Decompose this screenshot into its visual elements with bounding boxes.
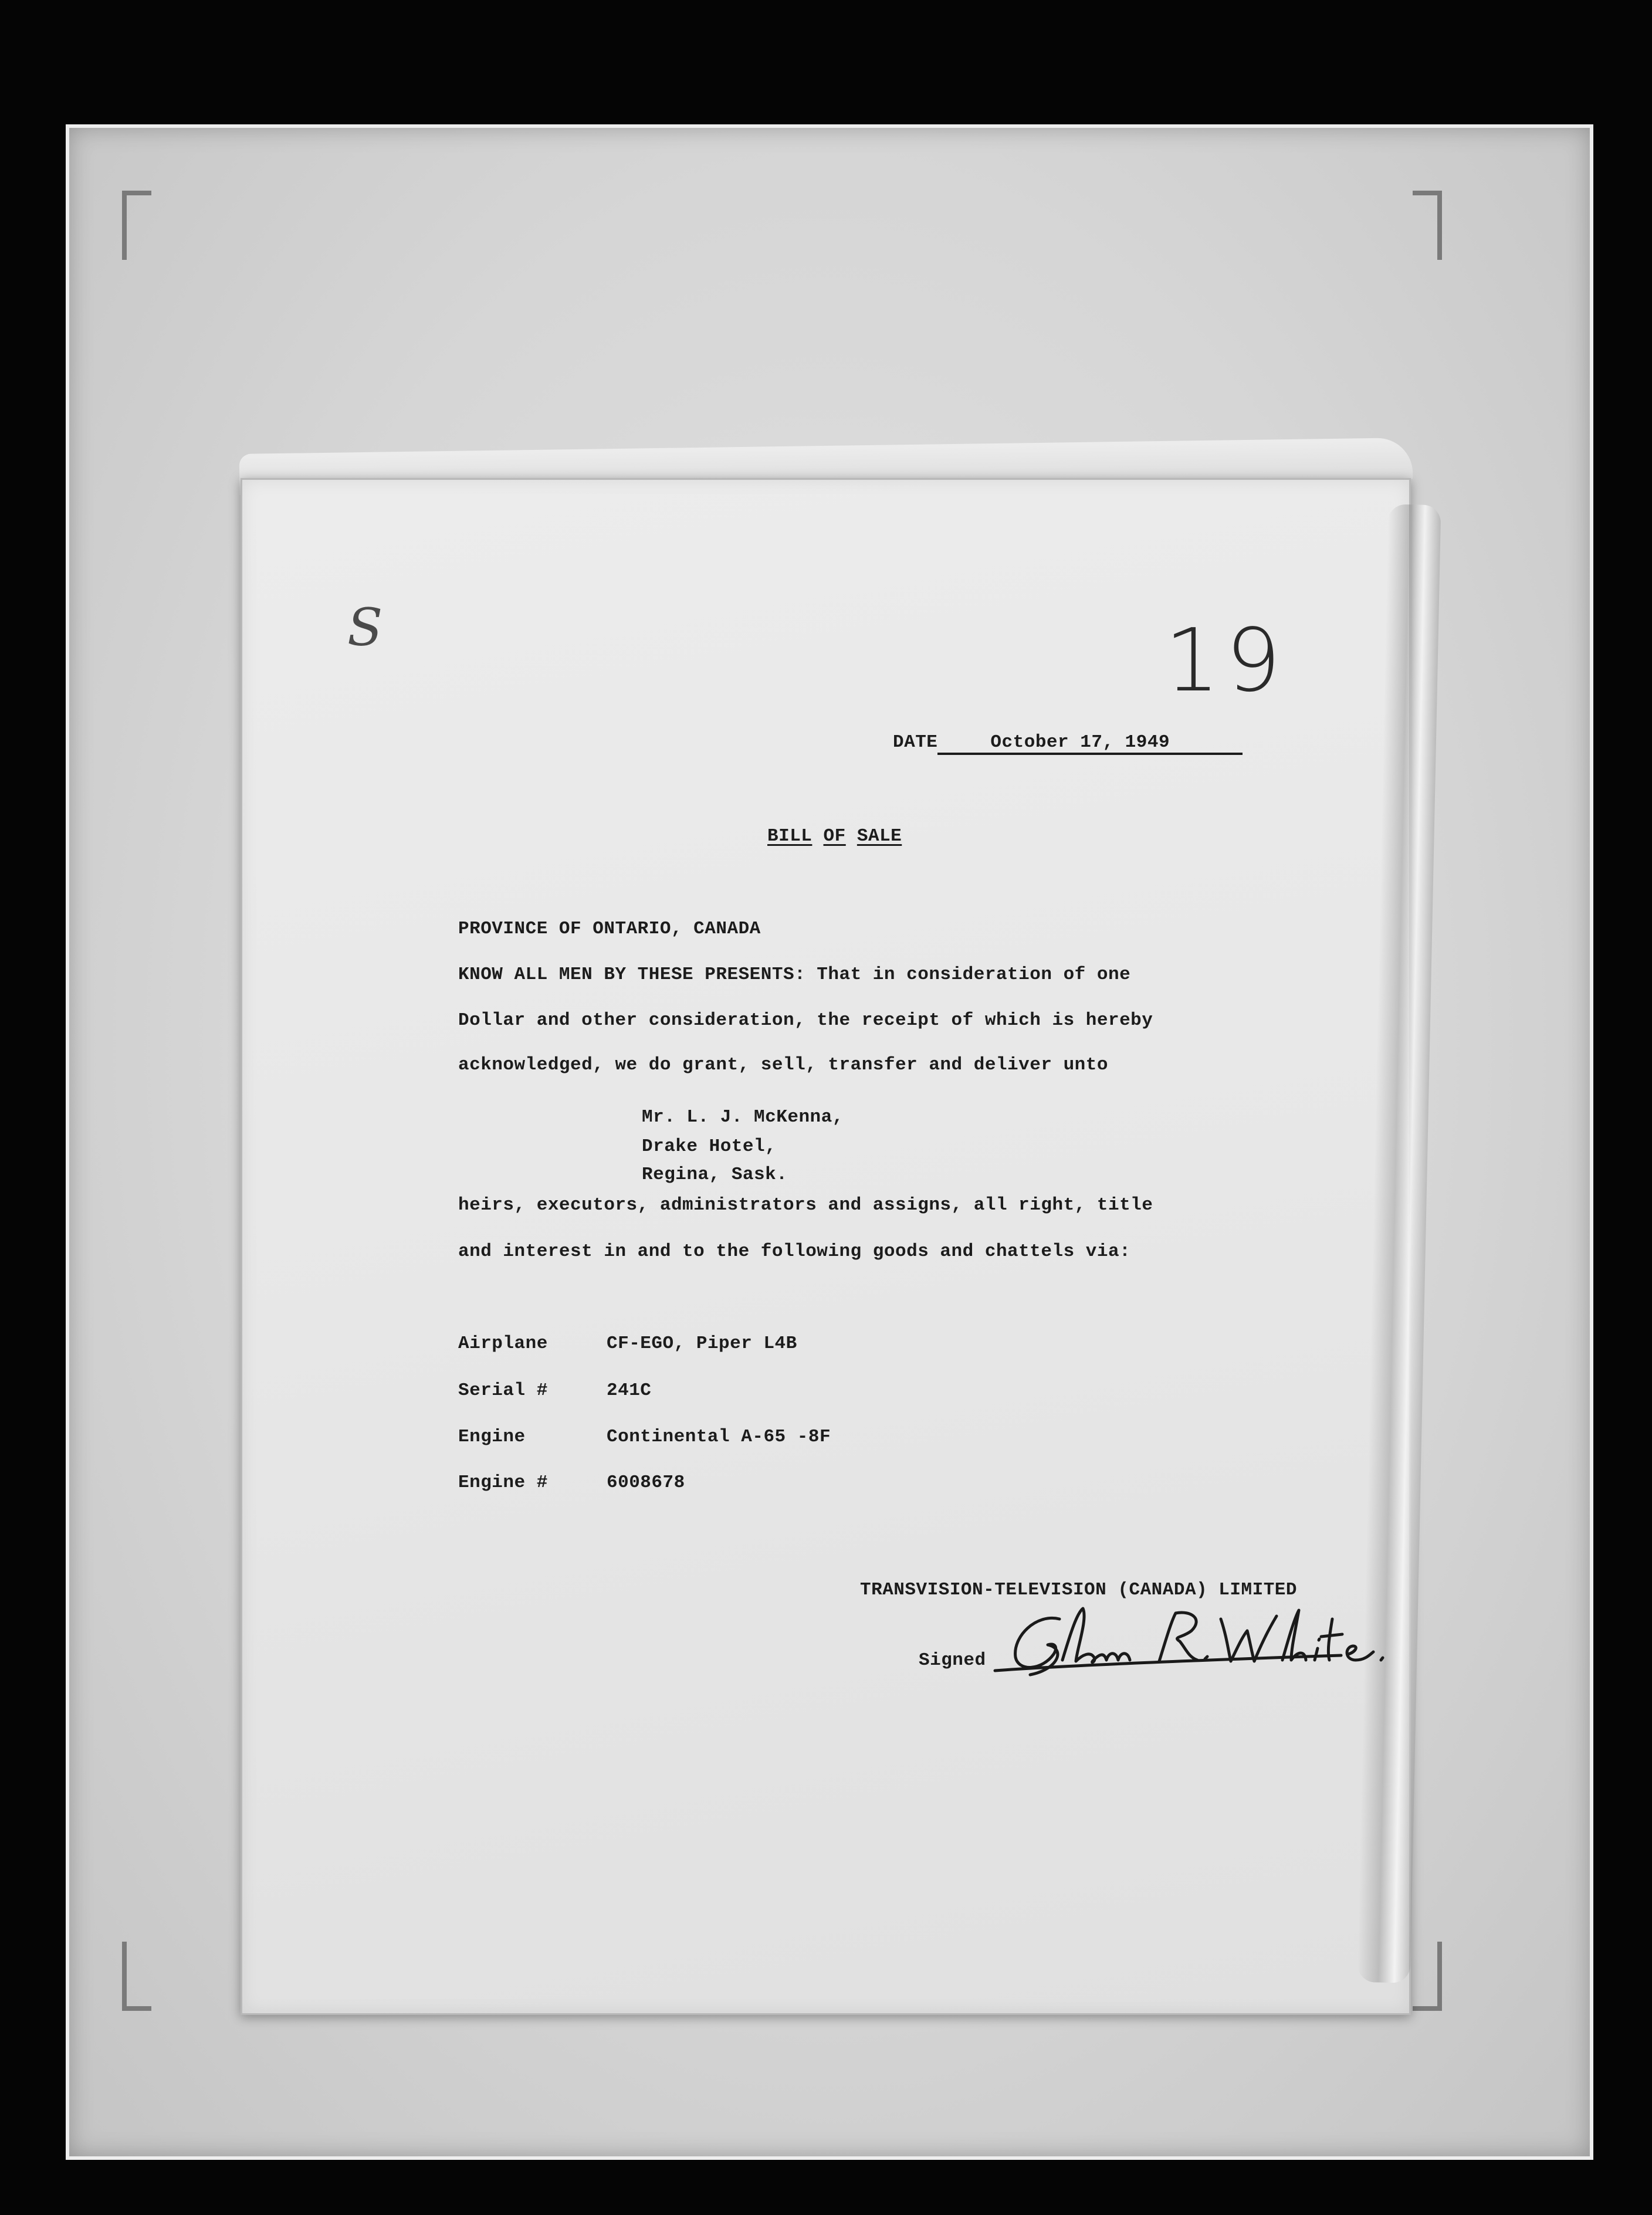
body-line-3: acknowledged, we do grant, sell, transfer and deliver unto <box>458 1055 1108 1075</box>
handwritten-page-number: 19 <box>1164 610 1287 711</box>
date-label: DATE <box>893 732 938 753</box>
body-line-5: and interest in and to the following goods and chattels via: <box>458 1241 1131 1262</box>
spec-label-engine-number: Engine # <box>458 1472 548 1493</box>
spec-label-engine: Engine <box>458 1427 526 1447</box>
crop-mark-top-left <box>122 191 151 260</box>
addressee-name: Mr. L. J. McKenna, <box>642 1107 844 1127</box>
date-line <box>893 732 1243 755</box>
spec-label-airplane: Airplane <box>458 1333 548 1354</box>
handwritten-corner-mark: S <box>347 597 383 658</box>
body-line-2: Dollar and other consideration, the receipt of which is hereby <box>458 1010 1153 1031</box>
crop-mark-bottom-right <box>1413 1942 1442 2011</box>
body-line-4: heirs, executors, administrators and assigns, all right, title <box>458 1195 1153 1215</box>
title-word-bill: BILL <box>767 826 813 846</box>
handwritten-signature <box>989 1596 1388 1684</box>
title-word-sale: SALE <box>857 826 902 846</box>
spec-value-airplane: CF-EGO, Piper L4B <box>607 1333 797 1354</box>
spec-value-engine: Continental A-65 -8F <box>607 1427 831 1447</box>
addressee-hotel: Drake Hotel, <box>642 1136 777 1157</box>
company-name: TRANSVISION-TELEVISION (CANADA) LIMITED <box>860 1580 1298 1600</box>
document-title <box>767 826 902 846</box>
spec-value-engine-number: 6008678 <box>607 1472 685 1493</box>
province-line: PROVINCE OF ONTARIO, CANADA <box>458 919 761 939</box>
title-word-of: OF <box>823 826 846 846</box>
crop-mark-top-right <box>1413 191 1442 260</box>
signed-label: Signed <box>919 1650 986 1671</box>
spec-label-serial: Serial # <box>458 1380 548 1401</box>
crop-mark-bottom-left <box>122 1942 151 2011</box>
date-value: October 17, 1949 <box>937 732 1243 755</box>
body-line-1: KNOW ALL MEN BY THESE PRESENTS: That in consideration of one <box>458 964 1131 985</box>
addressee-city: Regina, Sask. <box>642 1164 788 1185</box>
spec-value-serial: 241C <box>607 1380 652 1401</box>
